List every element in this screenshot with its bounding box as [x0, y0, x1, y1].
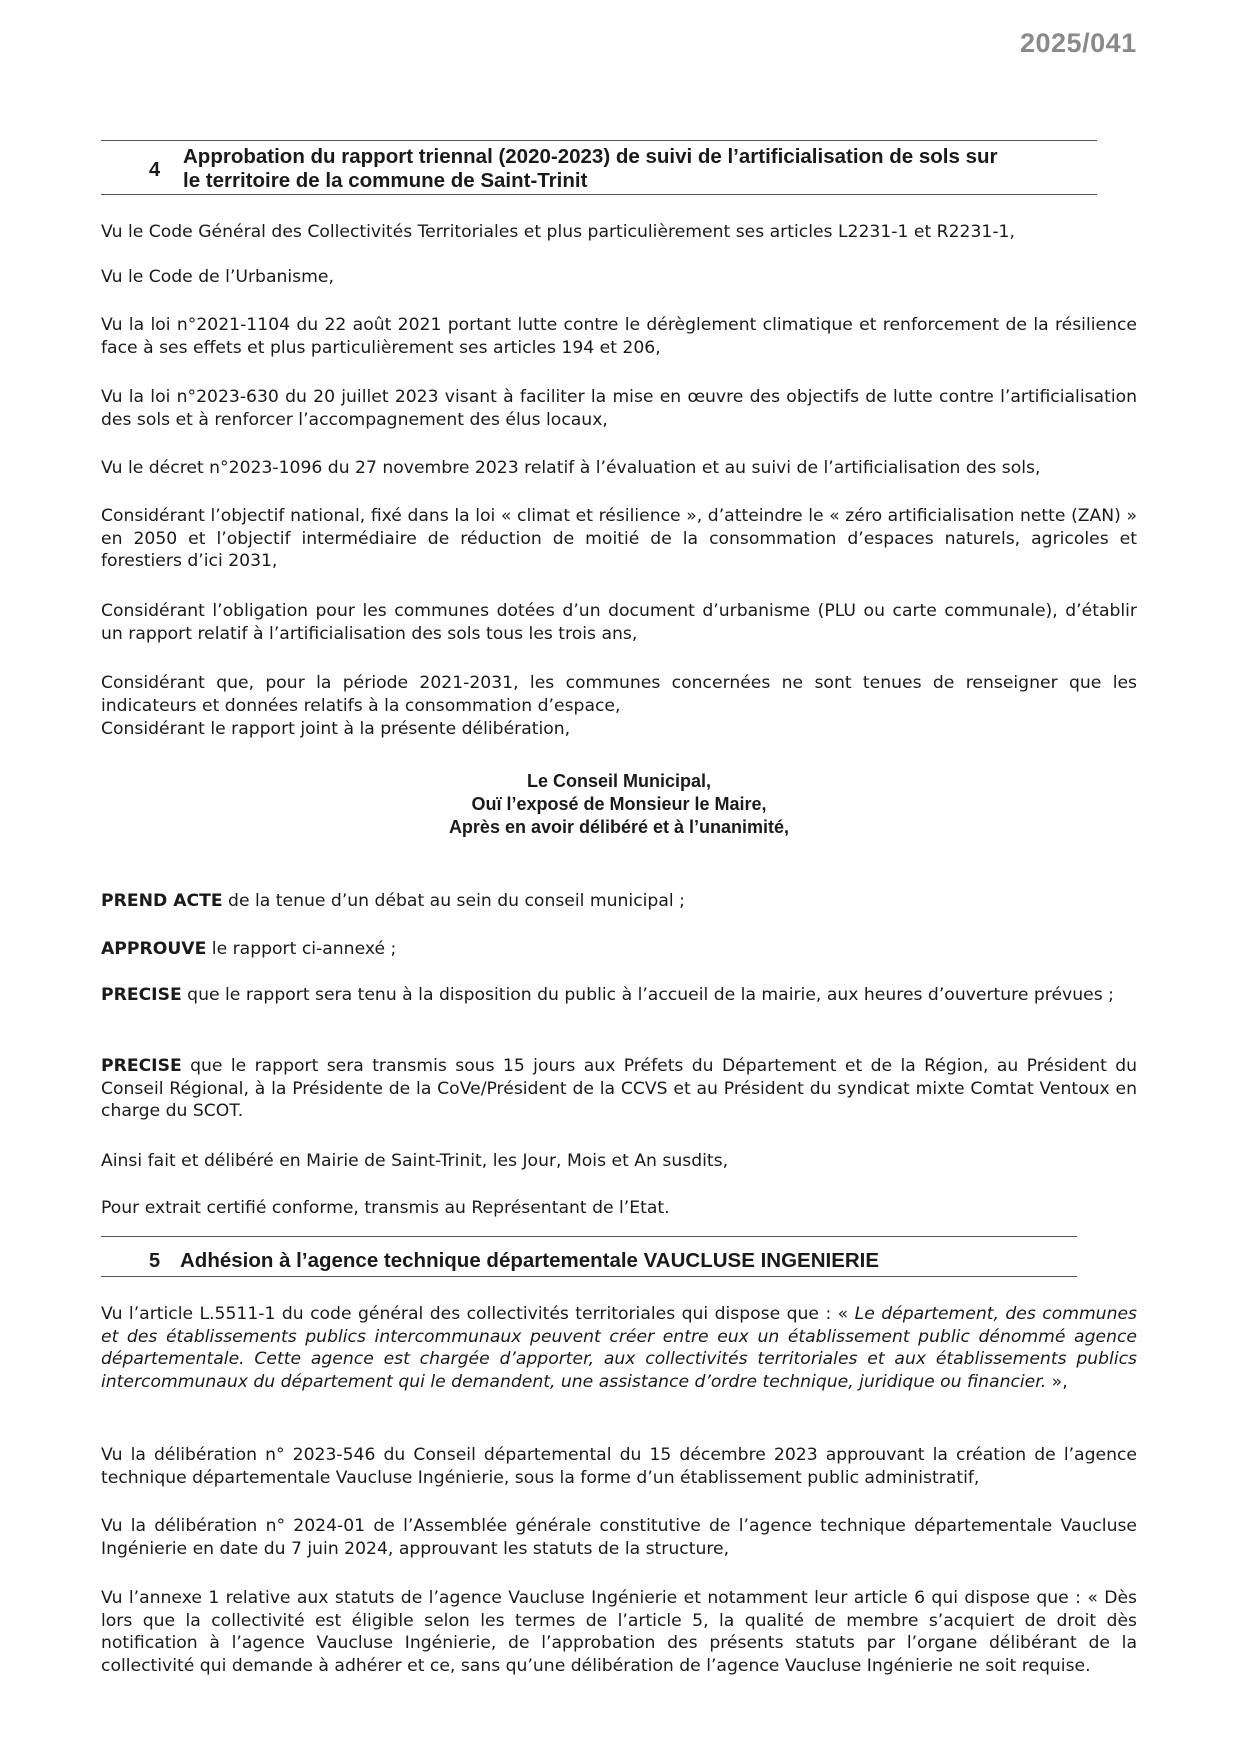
council-line: Après en avoir délibéré et à l’unanimité, — [448, 817, 790, 837]
closing-line: Ainsi fait et délibéré en Mairie de Saint-Trinit, les Jour, Mois et An susdits, — [101, 1151, 729, 1171]
decision-keyword: PRECISE — [101, 985, 182, 1005]
decision-keyword: PRECISE — [101, 1056, 182, 1076]
section-5-top-rule — [101, 1236, 1077, 1237]
decision-item — [101, 1055, 1137, 1123]
decision-text: que le rapport sera tenu à la disposition du public à l’accueil de la mairie, aux heures d’ouverture prévues ; — [181, 985, 1114, 1005]
decision-item — [101, 890, 1137, 913]
section-4-number: 4 — [149, 159, 161, 181]
section-5-title: Adhésion à l’agence technique départementale VAUCLUSE INGENIERIE — [180, 1249, 880, 1272]
decision-text: de la tenue d’un débat au sein du conseil municipal ; — [222, 891, 685, 911]
decision-text: que le rapport sera transmis sous 15 jours aux Préfets du Département et de la Région, au Président du Conseil Régional, à la Présidente de la CoVe/Président de la CCVS et au Président du syndicat mixte Comtat Ventoux en charge du SCOT. — [101, 1056, 1137, 1121]
legal-reference: Vu l’annexe 1 relative aux statuts de l’agence Vaucluse Ingénierie et notamment leur article 6 qui dispose que : « Dès lors que la collectivité est éligible selon les termes de l’article 5, la qualité de membre s’acquiert de droit dès notification à l’agence Vaucluse Ingénierie, de l’approbation des présents statuts par l’organe délibérant de la collectivité qui demande à adhérer et ce, sans qu’une délibération de l’agence Vaucluse Ingénierie ne soit requise. — [101, 1588, 1137, 1676]
decision-item — [101, 938, 1137, 961]
page-number: 2025/041 — [1020, 28, 1137, 58]
council-line: Ouï l’exposé de Monsieur le Maire, — [471, 794, 767, 814]
legal-reference: Vu le Code de l’Urbanisme, — [101, 267, 334, 287]
section-4-top-rule — [101, 140, 1097, 141]
decision-keyword: PREND ACTE — [101, 891, 223, 911]
consideration: Considérant le rapport joint à la présente délibération, — [101, 719, 571, 739]
article-intro: Vu l’article L.5511-1 du code général des collectivités territoriales qui dispose que : « — [101, 1304, 855, 1324]
section-4-title-line-1: Approbation du rapport triennal (2020-2023) de suivi de l’artificialisation de sols sur — [183, 145, 998, 168]
section-4-bottom-rule — [101, 194, 1097, 195]
legal-reference: Vu la loi n°2021-1104 du 22 août 2021 portant lutte contre le dérèglement climatique et renforcement de la résilience face à ses effets et plus particulièrement ses articles 194 et 206, — [101, 315, 1137, 358]
decision-keyword: APPROUVE — [101, 939, 207, 959]
legal-reference — [101, 1303, 1137, 1393]
section-5-number: 5 — [149, 1250, 161, 1272]
legal-reference: Vu le Code Général des Collectivités Territoriales et plus particulièrement ses articles L2231-1 et R2231-1, — [101, 222, 1015, 242]
section-5-bottom-rule — [101, 1276, 1077, 1277]
council-line: Le Conseil Municipal, — [526, 771, 712, 791]
consideration: Considérant que, pour la période 2021-2031, les communes concernées ne sont tenues de renseigner que les indicateurs et données relatifs à la consommation d’espace, — [101, 673, 1137, 716]
legal-reference: Vu la loi n°2023-630 du 20 juillet 2023 visant à faciliter la mise en œuvre des objectifs de lutte contre l’artificialisation des sols et à renforcer l’accompagnement des élus locaux, — [101, 387, 1137, 430]
legal-reference: Vu la délibération n° 2023-546 du Conseil départemental du 15 décembre 2023 approuvant la création de l’agence technique départementale Vaucluse Ingénierie, sous la forme d’un établissement public administratif, — [101, 1445, 1137, 1488]
closing-line: Pour extrait certifié conforme, transmis au Représentant de l’Etat. — [101, 1198, 670, 1218]
legal-reference: Vu le décret n°2023-1096 du 27 novembre 2023 relatif à l’évaluation et au suivi de l’artificialisation des sols, — [101, 458, 1041, 478]
article-end: », — [1046, 1371, 1068, 1392]
decision-text: le rapport ci-annexé ; — [206, 939, 397, 959]
article-quote: Le département, des communes et des établissements publics intercommunaux peuvent créer entre eux un établissement public dénommé agence départementale. Cette agence est chargée d’apporter, aux collectivités territoriales et aux établissements publics intercommunaux du département qui le demandent, une assistance d’ordre technique, juridique ou financier. — [101, 1304, 1137, 1392]
consideration: Considérant l’obligation pour les communes dotées d’un document d’urbanisme (PLU ou carte communale), d’établir un rapport relatif à l’artificialisation des sols tous les trois ans, — [101, 601, 1137, 644]
consideration: Considérant l’objectif national, fixé dans la loi « climat et résilience », d’atteindre le « zéro artificialisation nette (ZAN) » en 2050 et l’objectif intermédiaire de réduction de moitié de la consommation d’espaces naturels, agricoles et forestiers d’ici 2031, — [101, 506, 1137, 571]
section-4-title-line-2: le territoire de la commune de Saint-Trinit — [183, 169, 588, 192]
legal-reference: Vu la délibération n° 2024-01 de l’Assemblée générale constitutive de l’agence technique départementale Vaucluse Ingénierie en date du 7 juin 2024, approuvant les statuts de la structure, — [101, 1516, 1137, 1559]
decision-item — [101, 984, 1137, 1007]
